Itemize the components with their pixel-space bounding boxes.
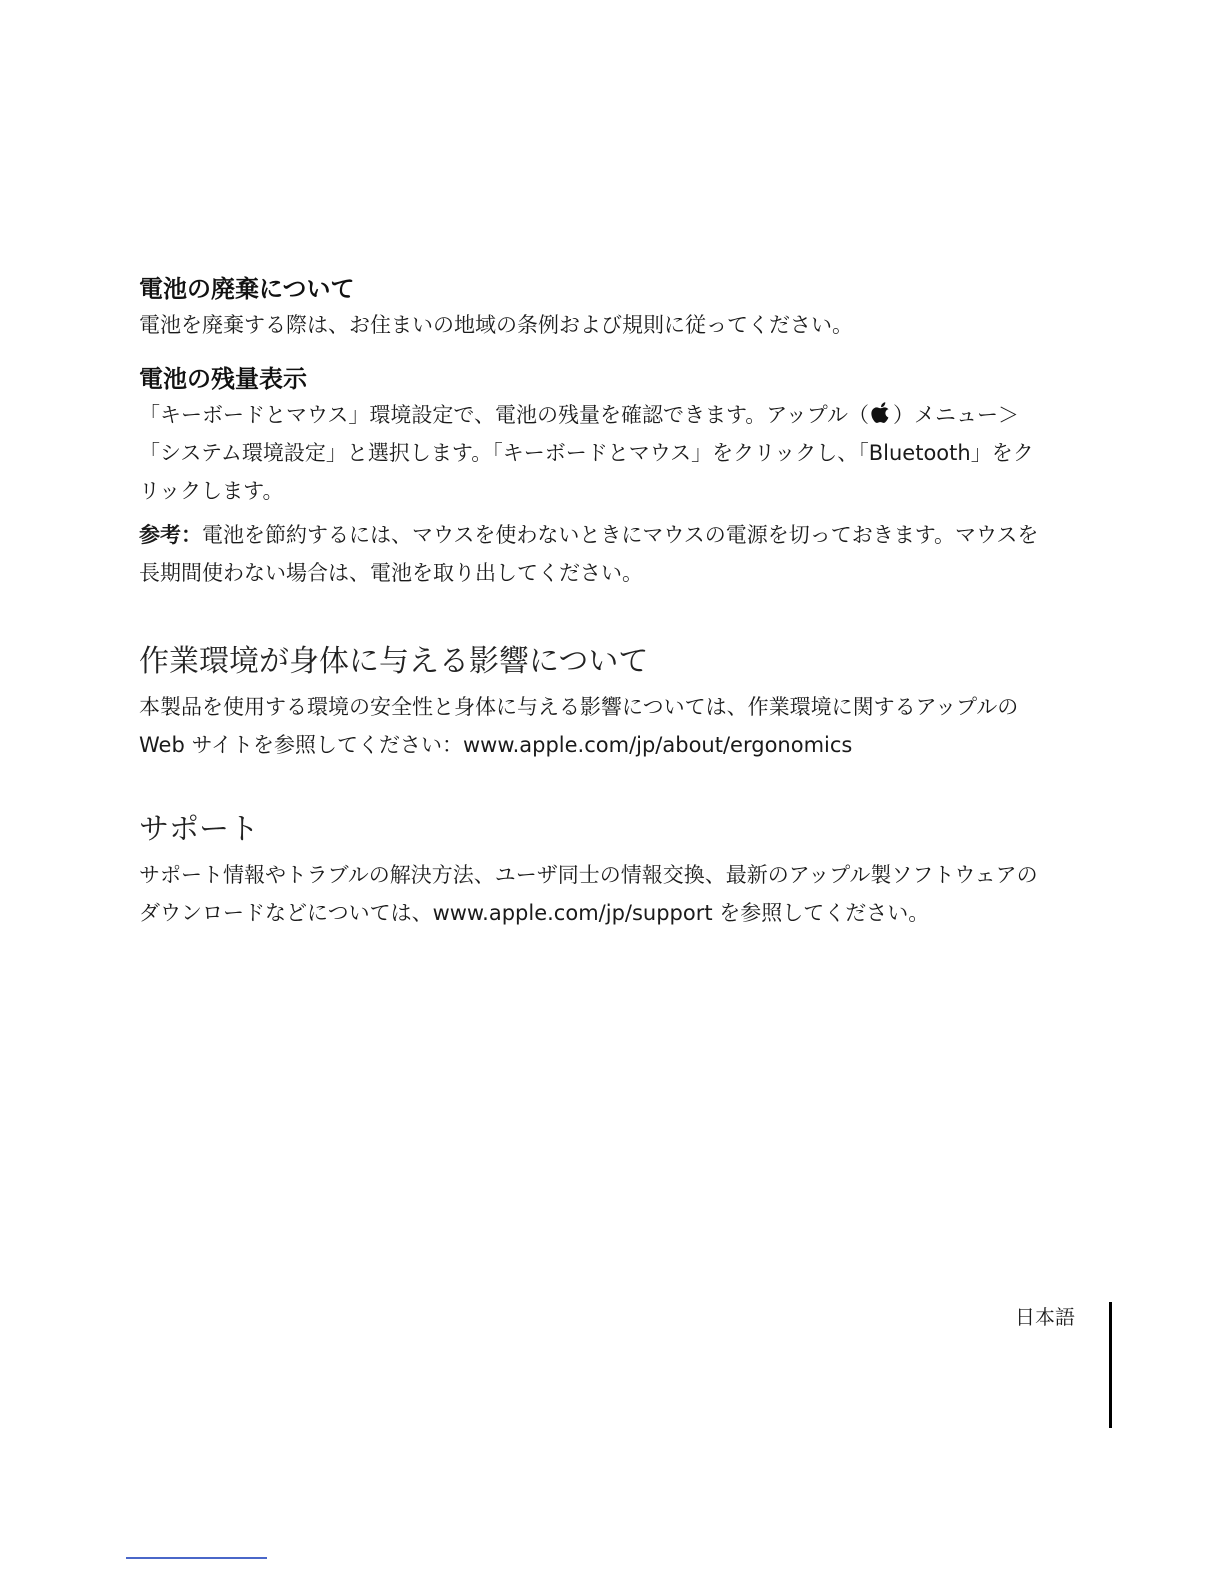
battery-level-section <box>139 362 1119 592</box>
footer-language-label: 日本語 <box>1015 1305 1075 1329</box>
ergonomics-line-1: 本製品を使用する環境の安全性と身体に与える影響については、作業環境に関するアップルの <box>139 695 1019 719</box>
ergonomics-section <box>139 642 1119 764</box>
battery-level-line-2: 「システム環境設定」と選択します。「キーボードとマウス」をクリックし、「Bluetooth」をク <box>139 441 1034 465</box>
support-line-2: ダウンロードなどについては、www.apple.com/jp/support を参照してください。 <box>139 901 930 925</box>
ergonomics-line-2: Web サイトを参照してください：www.apple.com/jp/about/ergonomics <box>139 733 853 757</box>
page-content <box>139 272 1119 932</box>
battery-disposal-text: 電池を廃棄する際は、お住まいの地域の条例および規則に従ってください。 <box>139 313 853 337</box>
note-line-2: 長期間使わない場合は、電池を取り出してください。 <box>139 561 643 585</box>
support-heading: サポート <box>139 812 259 847</box>
battery-level-heading: 電池の残量表示 <box>139 365 307 393</box>
battery-level-line-1 <box>139 396 1119 434</box>
support-section <box>139 810 1119 932</box>
battery-level-line-3: リックします。 <box>139 479 284 503</box>
battery-disposal-section <box>139 272 1119 344</box>
note-label: 参考： <box>139 523 202 547</box>
support-line-1: サポート情報やトラブルの解決方法、ユーザ同士の情報交換、最新のアップル製ソフトウェアの <box>139 863 1038 887</box>
bottom-rule <box>126 1557 267 1559</box>
battery-level-line-1-end: ）メニュー＞ <box>892 403 1019 427</box>
battery-note <box>139 516 1119 592</box>
battery-level-line-1-start: 「キーボードとマウス」環境設定で、電池の残量を確認できます。アップル（ <box>139 403 869 427</box>
ergonomics-heading: 作業環境が身体に与える影響について <box>139 644 649 679</box>
battery-disposal-heading: 電池の廃棄について <box>139 275 355 303</box>
footer-vertical-bar <box>1109 1302 1112 1428</box>
note-line-1: 電池を節約するには、マウスを使わないときにマウスの電源を切っておきます。マウスを <box>202 523 1039 547</box>
apple-logo-icon <box>869 400 893 426</box>
